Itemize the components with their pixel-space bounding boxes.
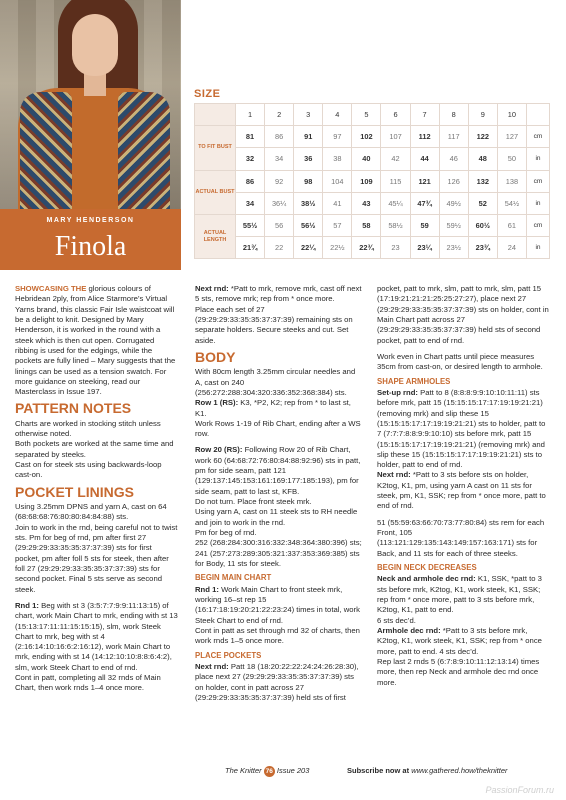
instruction: 252 (268:284:300:316:332:348:364:380:396) sts; 241 (257:273:289:305:321:337:353:369:385) sts for Body, 11 sts for steek. bbox=[195, 538, 362, 568]
size-value-cell: 23¾ bbox=[468, 237, 497, 259]
instruction: Rep last 2 rnds 5 (6:7:8:9:10:11:12:13:14) times more, then rep Neck and armhole dec rnd once more. bbox=[377, 656, 540, 687]
size-value-cell: 56½ bbox=[294, 214, 323, 236]
size-cell: 5 bbox=[352, 104, 381, 126]
model-photo bbox=[0, 0, 181, 209]
size-value-cell: 49½ bbox=[439, 192, 468, 214]
instruction: Using yarn A, cast on 11 steek sts to RH needle and join to work in the rnd. bbox=[195, 507, 358, 527]
subscribe-link[interactable]: www.gathered.how/theknitter bbox=[411, 766, 508, 775]
size-cell: 1 bbox=[236, 104, 265, 126]
size-row bbox=[195, 170, 550, 192]
size-cell: 2 bbox=[265, 104, 294, 126]
instruction: Work even in Chart patts until piece measures 35cm from cast-on, or desired length to armhole. bbox=[377, 351, 543, 372]
size-row bbox=[195, 214, 550, 236]
size-value-cell: 126 bbox=[439, 170, 468, 192]
instruction: Using 3.25mm DPNS and yarn A, cast on 64 (68:68:68:76:80:80:84:84:88) sts. bbox=[15, 502, 167, 522]
size-value-cell: 54½ bbox=[497, 192, 526, 214]
instruction: Row 1 (RS): K3, *P2, K2; rep from * to last st, K1. bbox=[195, 398, 351, 418]
size-value-cell: 45¼ bbox=[381, 192, 410, 214]
size-row bbox=[195, 148, 550, 170]
size-value-cell: 61 bbox=[497, 214, 526, 236]
instruction: Rnd 1: Work Main Chart to front steek mrk, working 16–st rep 15 (16:17:18:19:20:21:22:23:24) times in total, work Steek Chart to end of rnd. bbox=[195, 584, 360, 625]
instruction: Join to work in the rnd, being careful not to twist sts. Pm for beg of rnd, pm after first 27 (29:29:29:33:35:35:37:37:39) sts for first pocket, pm after foll 5 sts for steek, then after foll 27 (29:29:29:33:35:35:37:37:39) sts for second pocket. Final 5 sts serve as second steek. bbox=[15, 522, 178, 594]
size-cell: 3 bbox=[294, 104, 323, 126]
size-value-cell: 122 bbox=[468, 126, 497, 148]
size-value-cell: 86 bbox=[236, 170, 265, 192]
size-value-cell: 59½ bbox=[439, 214, 468, 236]
body-heading: BODY bbox=[195, 348, 236, 365]
column-2 bbox=[195, 284, 362, 703]
size-value-cell: 48 bbox=[468, 148, 497, 170]
size-value-cell: 22¼ bbox=[294, 237, 323, 259]
instruction: 51 (55:59:63:66:70:73:77:80:84) sts rem for each Front, 105 (113:121:129:135:143:149:157:163:171) sts for Back, and 11 sts for each of three steeks. bbox=[377, 517, 545, 558]
size-value-cell: 40 bbox=[352, 148, 381, 170]
size-value-cell: 23¼ bbox=[410, 237, 439, 259]
size-value-cell: 22 bbox=[265, 237, 294, 259]
size-value-cell: 58½ bbox=[381, 214, 410, 236]
size-value-cell: 97 bbox=[323, 126, 352, 148]
size-unit-cell: in bbox=[527, 192, 550, 214]
size-unit-cell: cm bbox=[527, 170, 550, 192]
page-number: 76 bbox=[265, 768, 273, 775]
size-cell: 9 bbox=[468, 104, 497, 126]
instruction: Work Rows 1-19 of Rib Chart, ending after a WS row. bbox=[195, 418, 361, 439]
size-cell: 7 bbox=[410, 104, 439, 126]
size-unit-cell: cm bbox=[527, 126, 550, 148]
size-value-cell: 107 bbox=[381, 126, 410, 148]
size-value-cell: 132 bbox=[468, 170, 497, 192]
size-value-cell: 34 bbox=[236, 192, 265, 214]
instruction: Neck and armhole dec rnd: K1, SSK, *patt to 3 sts before mrk, K2tog, K1, work steek, K1, SSK; rep from * once more, patt to 3 sts before mrk, K2tog, K1, patt to end. bbox=[377, 574, 542, 615]
size-value-cell: 36 bbox=[294, 148, 323, 170]
note: Both pockets are worked at the same time and separated by steeks. bbox=[15, 439, 174, 459]
size-heading: SIZE bbox=[194, 88, 221, 100]
size-value-cell: 50 bbox=[497, 148, 526, 170]
column-3 bbox=[377, 284, 549, 688]
instruction: Place each set of 27 (29:29:29:33:35:35:37:37:39) remaining sts on separate holders. Secure steeks and cut. Set aside. bbox=[195, 304, 353, 345]
subscribe-footer: Subscribe now at www.gathered.how/theknitter bbox=[347, 766, 508, 775]
size-value-cell: 22¾ bbox=[352, 237, 381, 259]
instruction: With 80cm length 3.25mm circular needles and A, cast on 240 (256:272:288:304:320:336:352:368:384) sts. bbox=[195, 367, 356, 397]
size-value-cell: 91 bbox=[294, 126, 323, 148]
size-value-cell: 117 bbox=[439, 126, 468, 148]
size-value-cell: 57 bbox=[323, 214, 352, 236]
designer-name: MARY HENDERSON bbox=[46, 217, 135, 224]
size-value-cell: 32 bbox=[236, 148, 265, 170]
size-value-cell: 47¾ bbox=[410, 192, 439, 214]
watermark: PassionForum.ru bbox=[485, 785, 554, 795]
size-cell: 8 bbox=[439, 104, 468, 126]
instruction: Cont in patt as set through rnd 32 of charts, then work rnds 1–5 once more. bbox=[195, 625, 360, 646]
size-value-cell: 22½ bbox=[323, 237, 352, 259]
pocket-linings-heading: POCKET LININGS bbox=[15, 483, 135, 500]
size-cell: 10 bbox=[497, 104, 526, 126]
instruction: Do not turn. Place front steek mrk. bbox=[195, 497, 312, 507]
size-value-cell: 81 bbox=[236, 126, 265, 148]
size-table bbox=[194, 103, 550, 259]
instruction: Armhole dec rnd: *Patt to 3 sts before mrk, K2tog, K1, work steek, K1, SSK; rep from * once more, patt to end. 4 sts dec’d. bbox=[377, 625, 542, 656]
magazine-footer: The Knitter 76 Issue 203 bbox=[225, 766, 310, 775]
size-value-cell: 43 bbox=[352, 192, 381, 214]
size-row-label: ACTUAL LENGTH bbox=[195, 214, 236, 258]
pattern-notes-heading: PATTERN NOTES bbox=[15, 400, 132, 417]
size-value-cell: 52 bbox=[468, 192, 497, 214]
size-value-cell: 127 bbox=[497, 126, 526, 148]
instruction: 6 sts dec’d. bbox=[377, 615, 416, 625]
size-value-cell: 109 bbox=[352, 170, 381, 192]
pattern-title: Finola bbox=[54, 231, 127, 262]
size-number-row bbox=[195, 104, 550, 126]
size-row-label: TO FIT BUST bbox=[195, 126, 236, 170]
note: Charts are worked in stocking stitch unless otherwise noted. bbox=[15, 418, 161, 439]
size-value-cell: 46 bbox=[439, 148, 468, 170]
size-value-cell: 44 bbox=[410, 148, 439, 170]
size-value-cell: 36¼ bbox=[265, 192, 294, 214]
size-row bbox=[195, 237, 550, 259]
size-value-cell: 34 bbox=[265, 148, 294, 170]
size-value-cell: 23 bbox=[381, 237, 410, 259]
size-value-cell: 21¾ bbox=[236, 237, 265, 259]
instruction: Set-up rnd: Patt to 8 (8:8:8:9:9:10:10:11:11) sts before mrk, patt 15 (15:15:15:17:17:19:19:21:21) (removing mrk) and slip these 15 (15:15:15:17:17:19:19:21:21) sts to holder, patt to 7 (7:7:7:8:8:9:9:10:10) sts before mrk, patt 15 (15:15:15:17:17:19:19:21:21) (removing mrk) and slip these 15 (15:15:15:17:17:19:19:21:21) sts to holder, patt to end of rnd. bbox=[377, 387, 546, 470]
column-1 bbox=[15, 284, 178, 694]
size-value-cell: 38½ bbox=[294, 192, 323, 214]
instruction: Next rnd: *Patt to mrk, remove mrk, cast off next 5 sts, remove mrk; rep from * once more. bbox=[195, 284, 362, 304]
size-unit-cell: cm bbox=[527, 214, 550, 236]
size-value-cell: 58 bbox=[352, 214, 381, 236]
neck-decreases-heading: BEGIN NECK DECREASES bbox=[377, 562, 477, 572]
size-value-cell: 42 bbox=[381, 148, 410, 170]
begin-main-chart-heading: BEGIN MAIN CHART bbox=[195, 573, 272, 583]
intro-paragraph: SHOWCASING THE glorious colours of Hebridean 2ply, from Alice Starmore’s Virtual Yarns brand, this classic Fair Isle waistcoat will be a delight to knit. Designed by Mary Henderson, it is worked in the round with a steek which is then cut open. Corrugated ribbing is used for the edgings, while the pockets are fully lined – Mary suggests that the linings can be used as a tension swatch. For more guidance on steeking, read our Masterclass in Issue 197. bbox=[15, 284, 176, 397]
instruction: Next rnd: Patt 18 (18:20:22:22:24:24:26:28:30), place next 27 (29:29:29:33:35:35:37:37:39) sts on holder, cont in patt across 27 (29:29:29:33:35:35:37:37:39) held sts of first bbox=[195, 661, 359, 702]
size-value-cell: 115 bbox=[381, 170, 410, 192]
instruction: Pm for beg of rnd. bbox=[195, 527, 257, 537]
instruction: Cont in patt, completing all 32 rnds of Main Chart, then work rnds 1–4 once more. bbox=[15, 673, 161, 693]
size-value-cell: 138 bbox=[497, 170, 526, 192]
instruction: Next rnd: *Patt to 3 sts before sts on holder, K2tog, K1, pm, using yarn A cast on 11 sts for steek, pm, K1, SSK; rep from * once more, patt to end of rnd. bbox=[377, 470, 546, 511]
size-value-cell: 86 bbox=[265, 126, 294, 148]
size-cell: 4 bbox=[323, 104, 352, 126]
place-pockets-heading: PLACE POCKETS bbox=[195, 650, 262, 660]
pattern-name-banner bbox=[0, 209, 181, 270]
size-unit-cell: in bbox=[527, 237, 550, 259]
size-value-cell: 104 bbox=[323, 170, 352, 192]
size-value-cell: 92 bbox=[265, 170, 294, 192]
size-value-cell: 121 bbox=[410, 170, 439, 192]
size-value-cell: 41 bbox=[323, 192, 352, 214]
size-value-cell: 102 bbox=[352, 126, 381, 148]
size-row-label: ACTUAL BUST bbox=[195, 170, 236, 214]
instruction: Rnd 1: Beg with st 3 (3:5:7:7:9:9:11:13:15) of chart, work Main Chart to mrk, ending with st 13 (15:13:17:11:11:15:15:15), slm, work Steek Chart to mrk, beg with st 4 (2:16:14:10:16:6:2:16:12), work Main Chart to mrk, ending with st 14 (14:12:10:10:8:8:6:4:2), slm, work Steek Chart to end of rnd. bbox=[15, 600, 178, 672]
size-value-cell: 98 bbox=[294, 170, 323, 192]
size-value-cell: 23½ bbox=[439, 237, 468, 259]
size-cell: 6 bbox=[381, 104, 410, 126]
instruction: Row 20 (RS): Following Row 20 of Rib Chart, work 60 (64:68:72:76:80:84:88:92:96) sts in patt, pm for side seam, patt 121 (129:137:145:153:161:169:177:185:193), pm for side seam, patt to last st, KFB. bbox=[195, 445, 361, 496]
size-value-cell: 55½ bbox=[236, 214, 265, 236]
size-value-cell: 59 bbox=[410, 214, 439, 236]
note: Cast on for steek sts using backwards-loop cast-on. bbox=[15, 460, 162, 480]
size-value-cell: 24 bbox=[497, 237, 526, 259]
size-value-cell: 38 bbox=[323, 148, 352, 170]
size-value-cell: 112 bbox=[410, 126, 439, 148]
size-value-cell: 60½ bbox=[468, 214, 497, 236]
size-unit-cell: in bbox=[527, 148, 550, 170]
size-value-cell: 56 bbox=[265, 214, 294, 236]
instruction: pocket, patt to mrk, slm, patt to mrk, slm, patt 15 (17:19:21:21:21:25:25:27:27), place next 27 (29:29:29:33:35:35:37:37:39) sts on holder, cont in Main Chart patt across 27 (29:29:29:33:35:35:37:37:39) held sts of second pocket, patt to end of rnd. bbox=[377, 284, 549, 345]
size-row bbox=[195, 126, 550, 148]
size-row bbox=[195, 192, 550, 214]
shape-armholes-heading: SHAPE ARMHOLES bbox=[377, 376, 451, 386]
